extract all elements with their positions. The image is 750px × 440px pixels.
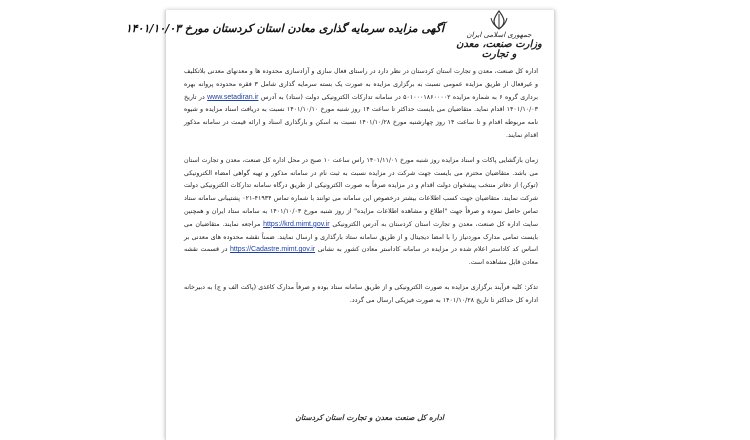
announcement-body — [184, 66, 538, 320]
paragraph2-text-b: مراجعه نمایند. متقاضیان می بایست تمامی مدارک موردنیاز را با امضا دیجیتال و از طریق سامانه ستاد بارگذاری و ارسال نمایند. ضمناً نقشه محدوده های معدنی بر اساس کد کاداستر اعلام شده در مزایده در سامانه کاداستر معادن کشور به نشانی — [184, 220, 538, 254]
announcement-title: آگهی مزایده سرمایه گذاری معادن استان کردستان مورخ ۱۴۰۱/۱۰/۰۳ — [125, 22, 444, 35]
setadiran-link[interactable]: www.setadiran.ir — [207, 93, 259, 101]
paragraph1-text-b: در تاریخ ۱۴۰۱/۱۰/۰۳ اقدام نماید. متقاضیان می بایست حداکثر تا ساعت ۱۴ روز شنبه مورخ ۱۴۰۱/۱۰/۱۰ نسبت به دریافت اسناد مزایده و شیوه نامه مربوطه اقدام و تا ساعت ۱۴ روز چهارشنبه مورخ ۱۴۰۱/۱۰/۲۸ نسبت به اسکن و بارگذاری اسناد و ارائه قیمت در سامانه مذکور اقدام نمایند. — [184, 93, 538, 139]
paragraph1-text-a: اداره کل صنعت، معدن و تجارت استان کردستان در نظر دارد در راستای فعال سازی و آزادسازی محدوده ها و معدنهای معدنی بلاتکلیف و غیرفعال از طریق مزایده عمومی نسبت به برگزاری مزایده به صورت یک بسته سرمایه گذاری شامل ۳ فقره محدوده پروانه بهره برداری گروه ۶ به شماره مزایده ۵۰۱۰۰۰۱۸۶۰۰۰۰۲ در سامانه تدارکات الکترونیکی دولت (ستاد) به آدرس — [184, 68, 539, 101]
paragraph2-text-a: زمان بازگشایی پاکات و اسناد مزایده روز شنبه مورخ ۱۴۰۱/۱۱/۰۱ راس ساعت ۱۰ صبح در محل اداره کل صنعت، معدن و تجارت استان می باشد. متقاضیان محترم می بایست جهت شرکت در مزایده نسبت به ثبت نام در سامانه مذکور و تهیه گواهی امضاء الکترونیکی (توکن) از دفاتر منتخب پیشخوان دولت اقدام و در مزایده صرفاً به صورت الکترونیکی از طریق درگاه سامانه تدارکات الکترونیکی دولت شرکت نمایند. متقاضیان جهت کسب اطلاعات بیشتر درخصوص این سامانه می توانند با شماره تماس ۴۱۹۳۴-۰۲۱ پشتیبانی سامانه ستاد تماس حاصل نموده و صرفاً جهت "اطلاع و مشاهده اطلاعات مزایده" از روز شنبه مورخ ۱۴۰۱/۱۰/۰۳ به سامانه ستاد ایران و همچنین سایت اداره کل صنعت، معدن و تجارت استان کردستان به آدرس الکترونیکی — [184, 156, 539, 228]
paragraph-tender-details — [184, 66, 538, 143]
krd-mimt-link[interactable]: https://krd.mimt.gov.ir — [263, 220, 330, 228]
emblem-line-ministry: وزارت صنعت، معدن و تجارت — [456, 39, 542, 60]
signature: اداره کل صنعت معدن و تجارت استان کردستان — [295, 413, 444, 422]
paragraph-note: تذکر: کلیه فرآیند برگزاری مزایده به صورت الکترونیکی و از طریق سامانه ستاد بوده و صرفاً مدارک کاغذی (پاکت الف و ج) به دبیرخانه اداره کل حداکثر تا تاریخ ۱۴۰۱/۱۰/۲۸ به صورت فیزیکی ارسال می گردد. — [184, 283, 538, 304]
announcement-sheet — [125, 10, 555, 440]
ministry-emblem — [454, 10, 544, 60]
letterhead — [125, 10, 544, 60]
cadastre-link[interactable]: https://Cadastre.mimt.gov.ir — [230, 246, 316, 254]
emblem-line-republic: جمهوری اسلامی ایران — [466, 31, 532, 39]
paragraph2-text-c: در قسمت نقشه معادن قابل مشاهده است. — [184, 246, 538, 267]
iran-emblem-icon — [488, 10, 510, 30]
paragraph-opening-details — [184, 155, 538, 270]
